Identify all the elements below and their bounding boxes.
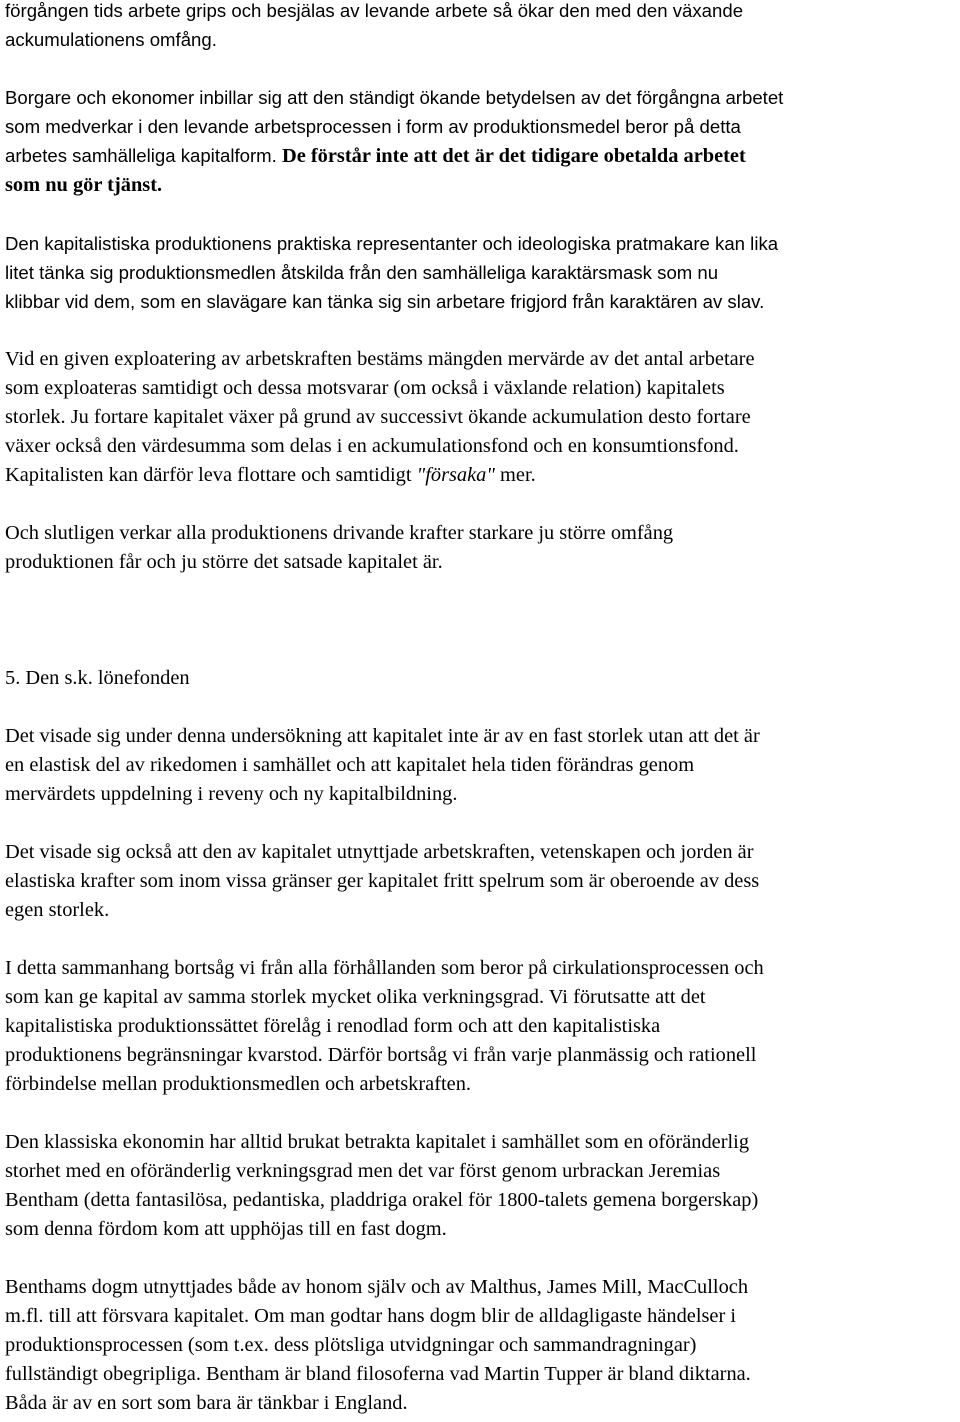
text-line: kapitalistiska produktionssättet förelåg i renodlad form och att den kapitalistiska: [5, 1015, 661, 1037]
text-line: Det visade sig under denna undersökning att kapitalet inte är av en fast storlek utan att det är: [5, 725, 760, 747]
text-line: som kan ge kapital av samma storlek mycket olika verkningsgrad. Vi förutsatte att det: [5, 986, 706, 1008]
text-line: växer också den värdesumma som delas i en ackumulationsfond och en konsumtionsfond.: [5, 435, 739, 457]
paragraph-8: [5, 954, 960, 1099]
text-line: produktionen får och ju större det satsade kapitalet är.: [5, 551, 443, 573]
text-line: Bentham (detta fantasilösa, pedantiska, pladdriga orakel för 1800-talets gemena borgerskap): [5, 1189, 759, 1211]
text-line: en elastisk del av rikedomen i samhället och att kapitalet hela tiden förändras genom: [5, 754, 695, 776]
text-line: [5, 141, 960, 171]
text-line: som denna fördom kom att upphöjas till en fast dogm.: [5, 1218, 447, 1240]
text-line: som nu gör tjänst.: [5, 174, 163, 196]
text-line: som exploateras samtidigt och dessa motsvarar (om också i växlande relation) kapitalets: [5, 377, 725, 399]
text-line: fullständigt obegripliga. Bentham är bland filosoferna vad Martin Tupper är bland diktarna.: [5, 1363, 751, 1385]
text-line: [5, 461, 960, 490]
text-line: Vid en given exploatering av arbetskraften bestäms mängden mervärde av det antal arbetare: [5, 348, 755, 370]
bold-text-run: De förstår inte att det är det tidigare obetalda arbetet: [281, 145, 746, 167]
paragraph-4: [5, 345, 960, 490]
text-line: egen storlek.: [5, 899, 110, 921]
text-run: Kapitalisten kan därför leva flottare och samtidigt: [5, 464, 417, 486]
text-line: storhet med en oföränderlig verkningsgrad men det var först genom urbrackan Jeremias: [5, 1160, 721, 1182]
text-line: Benthams dogm utnyttjades både av honom själv och av Malthus, James Mill, MacCulloch: [5, 1276, 749, 1298]
text-line: Den kapitalistiska produktionens praktiska representanter och ideologiska pratmakare kan lika: [5, 233, 779, 254]
text-line: Borgare och ekonomer inbillar sig att den ständigt ökande betydelsen av det förgångna arbetet: [5, 87, 784, 108]
text-line: produktionens begränsningar kvarstod. Därför bortsåg vi från varje planmässig och rationell: [5, 1044, 757, 1066]
paragraph-9: [5, 1128, 960, 1244]
text-line: ackumulationens omfång.: [5, 29, 217, 50]
text-line: litet tänka sig produktionsmedlen åtskilda från den samhälleliga karaktärsmask som nu: [5, 262, 719, 283]
text-line: förgången tids arbete grips och besjälas av levande arbete så ökar den med den växande: [5, 0, 744, 21]
text-line: Det visade sig också att den av kapitalet utnyttjade arbetskraften, vetenskapen och jorden är: [5, 841, 754, 863]
text-line: Och slutligen verkar alla produktionens drivande krafter starkare ju större omfång: [5, 522, 674, 544]
text-line: Båda är av en sort som bara är tänkbar i England.: [5, 1392, 408, 1414]
text-line: klibbar vid dem, som en slavägare kan tänka sig sin arbetare frigjord från karaktären av slav.: [5, 291, 765, 312]
italic-text-run: "försaka": [416, 464, 495, 486]
paragraph-3: [5, 229, 960, 316]
text-line: m.fl. till att försvara kapitalet. Om man godtar hans dogm blir de alldagligaste händelser i: [5, 1305, 737, 1327]
paragraph-7: [5, 838, 960, 925]
text-line: elastiska krafter som inom vissa gränser ger kapitalet fritt spelrum som är oberoende av dess: [5, 870, 760, 892]
section-heading: 5. Den s.k. lönefonden: [5, 667, 190, 689]
paragraph-5: [5, 519, 960, 577]
text-line: mervärdets uppdelning i reveny och ny kapitalbildning.: [5, 783, 458, 805]
paragraph-6: [5, 722, 960, 809]
text-line: produktionsprocessen (som t.ex. dess plötsliga utvidgningar och sammandragningar): [5, 1334, 697, 1356]
text-run: arbetes samhälleliga kapitalform.: [5, 145, 282, 166]
document-page: [5, 0, 960, 1418]
paragraph-2: [5, 83, 960, 200]
text-line: förbindelse mellan produktionsmedlen och arbetskraften.: [5, 1073, 472, 1095]
text-line: som medverkar i den levande arbetsprocessen i form av produktionsmedel beror på detta: [5, 116, 741, 137]
text-line: storlek. Ju fortare kapitalet växer på grund av successivt ökande ackumulation desto fortare: [5, 406, 751, 428]
text-line: I detta sammanhang bortsåg vi från alla förhållanden som beror på cirkulationsprocessen och: [5, 957, 764, 979]
text-line: Den klassiska ekonomin har alltid brukat betrakta kapitalet i samhället som en oföränderlig: [5, 1131, 750, 1153]
text-run: mer.: [494, 464, 536, 486]
paragraph-1: [5, 0, 960, 54]
paragraph-10: [5, 1273, 960, 1418]
